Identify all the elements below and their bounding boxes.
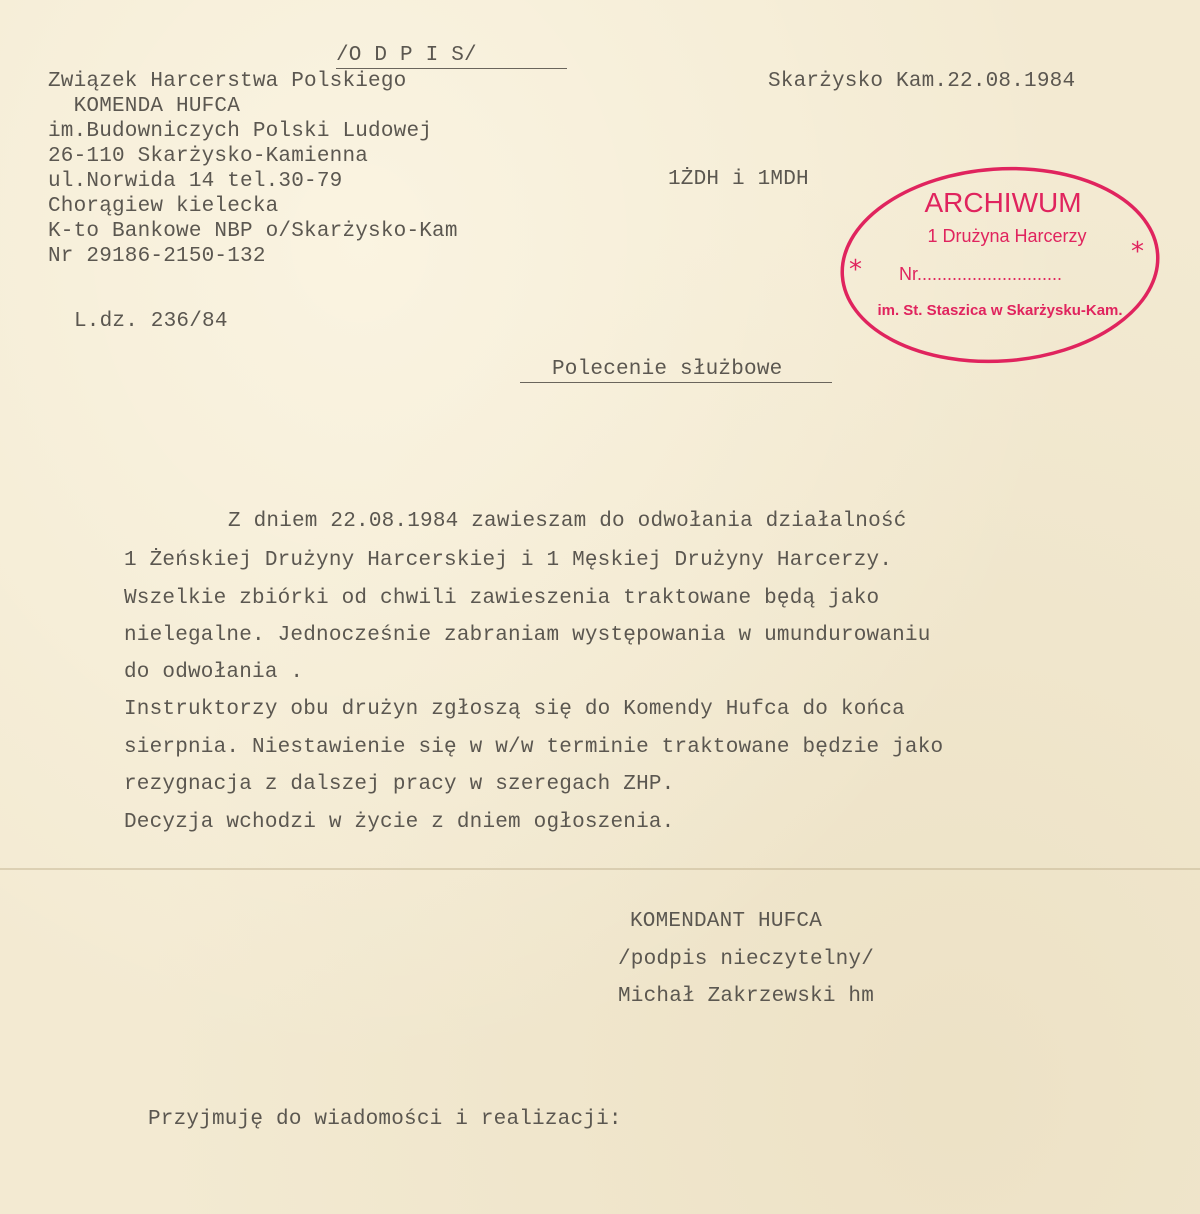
- signature-name: Michał Zakrzewski hm: [618, 985, 875, 1008]
- sender-line: ul.Norwida 14 tel.30-79: [48, 170, 343, 193]
- sender-line: im.Budowniczych Polski Ludowej: [48, 120, 433, 143]
- acknowledgement-line: Przyjmuję do wiadomości i realizacji:: [148, 1108, 622, 1131]
- body-line: 1 Żeńskiej Drużyny Harcerskiej i 1 Męskiej Drużyny Harcerzy.: [124, 549, 893, 572]
- sender-line: K-to Bankowe NBP o/Skarżysko-Kam: [48, 220, 458, 243]
- sender-line: KOMENDA HUFCA: [48, 95, 241, 118]
- stamp-title: ARCHIWUM: [924, 187, 1082, 218]
- body-line: Instruktorzy obu drużyn zgłoszą się do Komendy Hufca do końca: [124, 698, 905, 721]
- body-line: Z dniem 22.08.1984 zawieszam do odwołania działalność: [228, 510, 907, 533]
- addressee: 1ŻDH i 1MDH: [668, 168, 809, 191]
- signature-note: /podpis nieczytelny/: [618, 948, 875, 971]
- sender-line: Nr 29186-2150-132: [48, 245, 266, 268]
- stamp-patron: im. St. Staszica w Skarżysku-Kam.: [877, 302, 1123, 319]
- document-title: Polecenie służbowe: [520, 358, 832, 383]
- sender-line: Związek Harcerstwa Polskiego: [48, 70, 407, 93]
- body-line: sierpnia. Niestawienie się w w/w terminie traktowane będzie jako: [124, 736, 944, 759]
- signature-role: KOMENDANT HUFCA: [630, 910, 823, 933]
- stamp-number-field: Nr.............................: [899, 264, 1063, 284]
- body-line: nielegalne. Jednocześnie zabraniam występowania w umundurowaniu: [124, 624, 931, 647]
- reference-number: L.dz. 236/84: [74, 310, 228, 333]
- body-line: Decyzja wchodzi w życie z dniem ogłoszenia.: [124, 811, 675, 834]
- stamp-unit: 1 Drużyna Harcerzy: [927, 226, 1087, 246]
- body-line: do odwołania .: [124, 661, 304, 684]
- sender-line: 26-110 Skarżysko-Kamienna: [48, 145, 369, 168]
- asterisk-icon: *: [849, 255, 862, 285]
- body-line: Wszelkie zbiórki od chwili zawieszenia traktowane będą jako: [124, 587, 880, 610]
- copy-heading: /O D P I S/: [336, 44, 567, 69]
- asterisk-icon: *: [1131, 237, 1144, 267]
- sender-line: Chorągiew kielecka: [48, 195, 279, 218]
- place-date: Skarżysko Kam.22.08.1984: [768, 70, 1076, 93]
- paper-fold-line: [0, 868, 1200, 870]
- body-line: rezygnacja z dalszej pracy w szeregach ZHP.: [124, 773, 675, 796]
- archive-stamp: [835, 160, 1165, 370]
